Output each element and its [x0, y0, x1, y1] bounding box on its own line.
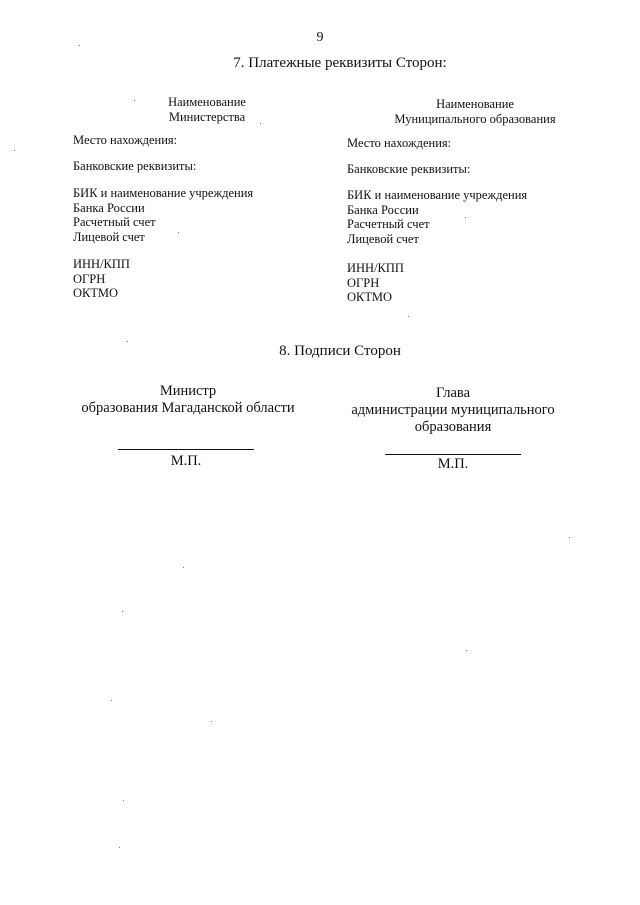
- scan-speck: [122, 611, 123, 612]
- left-ids-block: [73, 257, 130, 301]
- left-heading: [117, 95, 297, 124]
- left-bik-line2: Банка России: [73, 200, 145, 215]
- left-personal-account: Лицевой счет: [73, 229, 145, 244]
- right-bik-line2: Банка России: [347, 202, 419, 217]
- scan-speck: [465, 217, 466, 218]
- left-signatory: [68, 383, 308, 417]
- left-heading-line2: Министерства: [168, 109, 246, 124]
- scan-speck: [119, 847, 120, 848]
- right-ids-block: [347, 261, 404, 305]
- right-bank-details: Банковские реквизиты:: [347, 162, 471, 176]
- left-stamp: М.П.: [170, 453, 202, 469]
- right-signatory-org-line1: администрации муниципального: [351, 402, 555, 418]
- left-signatory-title: Министр: [159, 383, 217, 399]
- section-7-title: 7. Платежные реквизиты Сторон:: [233, 55, 447, 71]
- right-inn-kpp: ИНН/КПП: [347, 261, 404, 275]
- right-settlement-account: Расчетный счет: [347, 217, 430, 231]
- right-signatory: [338, 385, 568, 436]
- scan-speck: [127, 341, 128, 342]
- scan-speck: [183, 567, 184, 568]
- right-heading-line1: Наименование: [436, 97, 514, 111]
- section-8-title: 8. Подписи Сторон: [279, 343, 401, 359]
- scan-speck: [211, 721, 212, 722]
- left-location: Место нахождения:: [73, 133, 178, 147]
- left-settlement-account: Расчетный счет: [73, 215, 156, 229]
- right-heading-line2: Муниципального образования: [394, 111, 556, 126]
- right-signature-line: [385, 454, 521, 455]
- scan-speck: [14, 150, 15, 151]
- left-bik-line1: БИК и наименование учреждения: [73, 186, 254, 200]
- left-signature-line: [118, 449, 254, 450]
- page-number: 9: [316, 30, 324, 45]
- right-location: Место нахождения:: [347, 136, 452, 150]
- scan-speck: [408, 316, 409, 317]
- left-inn-kpp: ИНН/КПП: [73, 257, 130, 271]
- left-oktmo: ОКТМО: [73, 286, 118, 300]
- right-signatory-title: Глава: [435, 385, 471, 401]
- left-ogrn: ОГРН: [73, 271, 106, 286]
- scan-speck: [260, 123, 261, 124]
- left-bank-details: Банковские реквизиты:: [73, 159, 197, 173]
- scan-speck: [569, 537, 570, 538]
- left-signatory-org: образования Магаданской области: [81, 400, 295, 416]
- scan-speck: [123, 800, 124, 801]
- scan-speck: [79, 45, 80, 46]
- left-bik-block: [73, 186, 253, 244]
- scan-speck: [178, 232, 179, 233]
- scan-speck: [134, 100, 135, 101]
- right-personal-account: Лицевой счет: [347, 231, 419, 246]
- right-bik-line1: БИК и наименование учреждения: [347, 188, 528, 202]
- right-stamp: М.П.: [437, 456, 469, 472]
- right-signatory-org-line2: образования: [414, 419, 492, 435]
- right-heading: [365, 97, 585, 126]
- right-oktmo: ОКТМО: [347, 290, 392, 304]
- right-bik-block: [347, 188, 527, 246]
- scan-speck: [466, 650, 467, 651]
- scan-speck: [111, 700, 112, 701]
- right-ogrn: ОГРН: [347, 275, 380, 290]
- left-heading-line1: Наименование: [168, 95, 246, 109]
